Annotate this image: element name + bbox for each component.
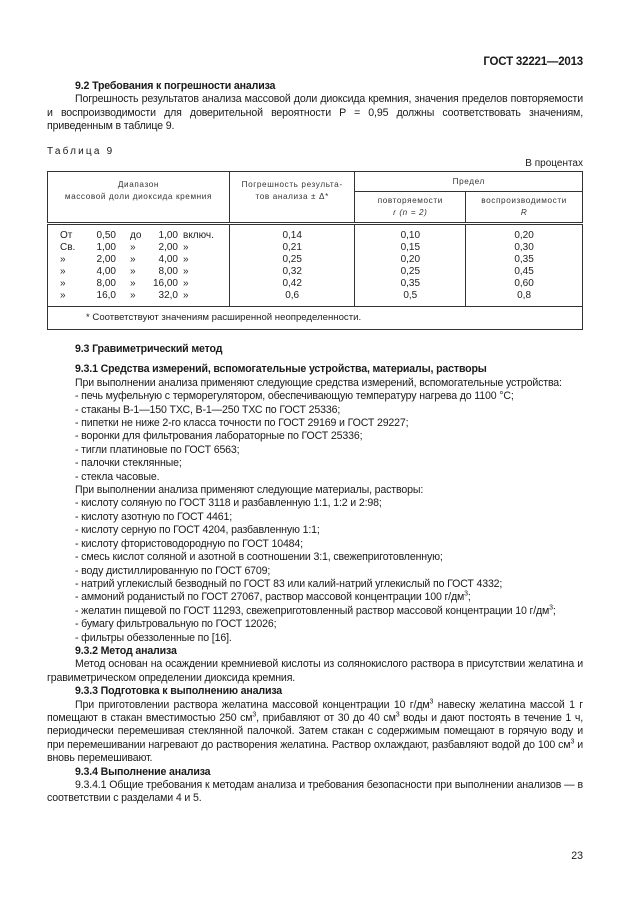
list-item: - тигли платиновые по ГОСТ 6563; [75, 443, 240, 456]
range-column [48, 224, 230, 307]
list-item: - стекла часовые. [75, 470, 160, 483]
list-item: - желатин пищевой по ГОСТ 11293, свежеприготовленный раствор массовой концентрации 10 $г/дм^3$; [75, 604, 556, 617]
subsection-heading: 9.3.2 Метод анализа [75, 644, 177, 657]
list-item: - печь муфельную с терморегулятором, обеспечивающую температуру нагрева до 1100 °С; [75, 390, 514, 403]
list-item: - воду дистиллированную по ГОСТ 6709; [75, 564, 271, 577]
header-limit: Предел [355, 172, 583, 192]
section-heading: 9.3 Гравиметрический метод [75, 343, 223, 355]
list-item: - аммоний роданистый по ГОСТ 27067, раствор массовой концентрации 100 $г/дм^3$; [75, 590, 471, 604]
repeatability-column [355, 224, 466, 307]
header-text: Погрешность результа- [241, 180, 343, 189]
header-text: Диапазон [117, 180, 159, 189]
header-reproducibility [466, 192, 583, 224]
paragraph: 9.3.4.1 Общие требования к методам анализа и требования безопасности при выполнении анализов — в соответствии с разделами 4 и 5. [47, 779, 583, 805]
cell-value: 0,25 [400, 266, 421, 277]
cell-value: 0,5 [403, 290, 418, 301]
list-item: - кислоту серную по ГОСТ 4204, разбавленную 1:1; [75, 524, 320, 537]
header-repeatability [355, 192, 466, 224]
list-item: - кислоту азотную по ГОСТ 4461; [75, 510, 233, 523]
range-line: Св. 1,00 » 2,00 » [60, 242, 189, 253]
cell-value: 0,32 [282, 266, 302, 277]
paragraph: При приготовлении раствора желатина массовой концентрации 10 $г/дм^3$ навеску желатина массой 1 г помещают в стакан вместимостью 250 $см^3$, прибавляют от 30 до 40 $см^3$ воды и дают постоять в течение 1 ч, периодически перемешивая стеклянной палочкой. Затем стакан с содержимым помещают в горячую воду и при перемешивании нагревают до растворения желатина. Раствор охлаждают, разбавляют водой до 100 $см^3$ и вновь перемешивают. [47, 698, 584, 765]
section-heading: 9.2 Требования к погрешности анализа [75, 80, 276, 92]
table-9 [47, 171, 583, 330]
section-9-2 [47, 80, 583, 134]
cell-value: 0,20 [400, 254, 421, 265]
header-text: повторяемости [377, 196, 443, 205]
cell-value: 0,15 [400, 242, 421, 253]
cell-value: 0,60 [514, 278, 534, 289]
section-9-3 [47, 343, 583, 806]
paragraph: Метод основан на осаждении кремниевой кислоты из солянокислого раствора в присутствии желатина и гравиметрическом определении диоксида кремния. [47, 658, 583, 684]
range-line: » 8,00 » 16,00 » [60, 278, 189, 289]
cell-value: 0,25 [282, 254, 302, 265]
list-item: - стаканы В-1—150 ТХС, В-1—250 ТХС по ГОСТ 25336; [75, 403, 341, 416]
list-item: - пипетки не ниже 2-го класса точности по ГОСТ 29169 и ГОСТ 29227; [75, 417, 409, 430]
header-error [229, 172, 355, 224]
list-item: - воронки для фильтрования лабораторные по ГОСТ 25336; [75, 430, 363, 443]
subsection-heading: 9.3.3 Подготовка к выполнению анализа [75, 685, 283, 698]
list-item: - смесь кислот соляной и азотной в соотношении 3:1, свежеприготовленную; [75, 551, 443, 564]
cell-value: 0,35 [400, 278, 421, 289]
range-line: » 2,00 » 4,00 » [60, 254, 189, 265]
document-id-header: ГОСТ 32221—2013 [483, 56, 583, 68]
table-caption: Таблица 9 [47, 146, 115, 157]
list-item: - кислоту фтористоводородную по ГОСТ 10484; [75, 537, 303, 550]
subsection-heading: 9.3.4 Выполнение анализа [75, 765, 211, 778]
header-text: воспроизводимости [481, 196, 567, 205]
page-number: 23 [571, 850, 583, 862]
range-line: От 0,50 до 1,00 включ. [60, 230, 214, 241]
cell-value: 0,45 [514, 266, 534, 277]
cell-value: 0,30 [514, 242, 534, 253]
paragraph: Погрешность результатов анализа массовой доли диоксида кремния, значения пределов повторяемости и воспроизводимости для доверительной вероятности P = 0,95 должны соответствовать значениям, приведенным в таблице 9. [47, 93, 583, 133]
list-item: - бумагу фильтровальную по ГОСТ 12026; [75, 618, 277, 631]
header-range [48, 172, 230, 224]
intro-materials: При выполнении анализа применяют следующие материалы, растворы: [75, 484, 424, 497]
cell-value: 0,21 [282, 242, 302, 253]
cell-value: 0,8 [517, 290, 532, 301]
cell-value: 0,6 [285, 290, 300, 301]
subsection-heading: 9.3.1 Средства измерений, вспомогательные устройства, материалы, растворы [75, 363, 487, 376]
range-line: » 4,00 » 8,00 » [60, 266, 189, 277]
header-text: r (n = 2) [393, 208, 428, 217]
list-item: - натрий углекислый безводный по ГОСТ 83 или калий-натрий углекислый по ГОСТ 4332; [75, 577, 503, 590]
list-item: - палочки стеклянные; [75, 457, 182, 470]
cell-value: 0,14 [282, 230, 302, 241]
header-text: массовой доли диоксида кремния [64, 192, 213, 201]
cell-value: 0,10 [400, 230, 421, 241]
table-units: В процентах [525, 158, 583, 169]
header-text: R [520, 208, 528, 217]
reproducibility-column [466, 224, 583, 307]
list-item: - кислоту соляную по ГОСТ 3118 и разбавленную 1:1, 1:2 и 2:98; [75, 497, 382, 510]
cell-value: 0,20 [514, 230, 534, 241]
header-text: тов анализа ± Δ* [255, 192, 329, 201]
cell-value: 0,42 [282, 278, 302, 289]
list-item: - фильтры обеззоленные по [16]. [75, 631, 232, 644]
range-line: » 16,0 » 32,0 » [60, 290, 189, 301]
cell-value: 0,35 [514, 254, 534, 265]
error-column [229, 224, 355, 307]
equipment-and-materials [47, 377, 583, 645]
table-footnote: * Соответствуют значениям расширенной неопределенности. [48, 307, 583, 330]
intro-equipment: При выполнении анализа применяют следующие средства измерений, вспомогательные устройства: [75, 376, 562, 389]
table-data-row [48, 224, 583, 307]
